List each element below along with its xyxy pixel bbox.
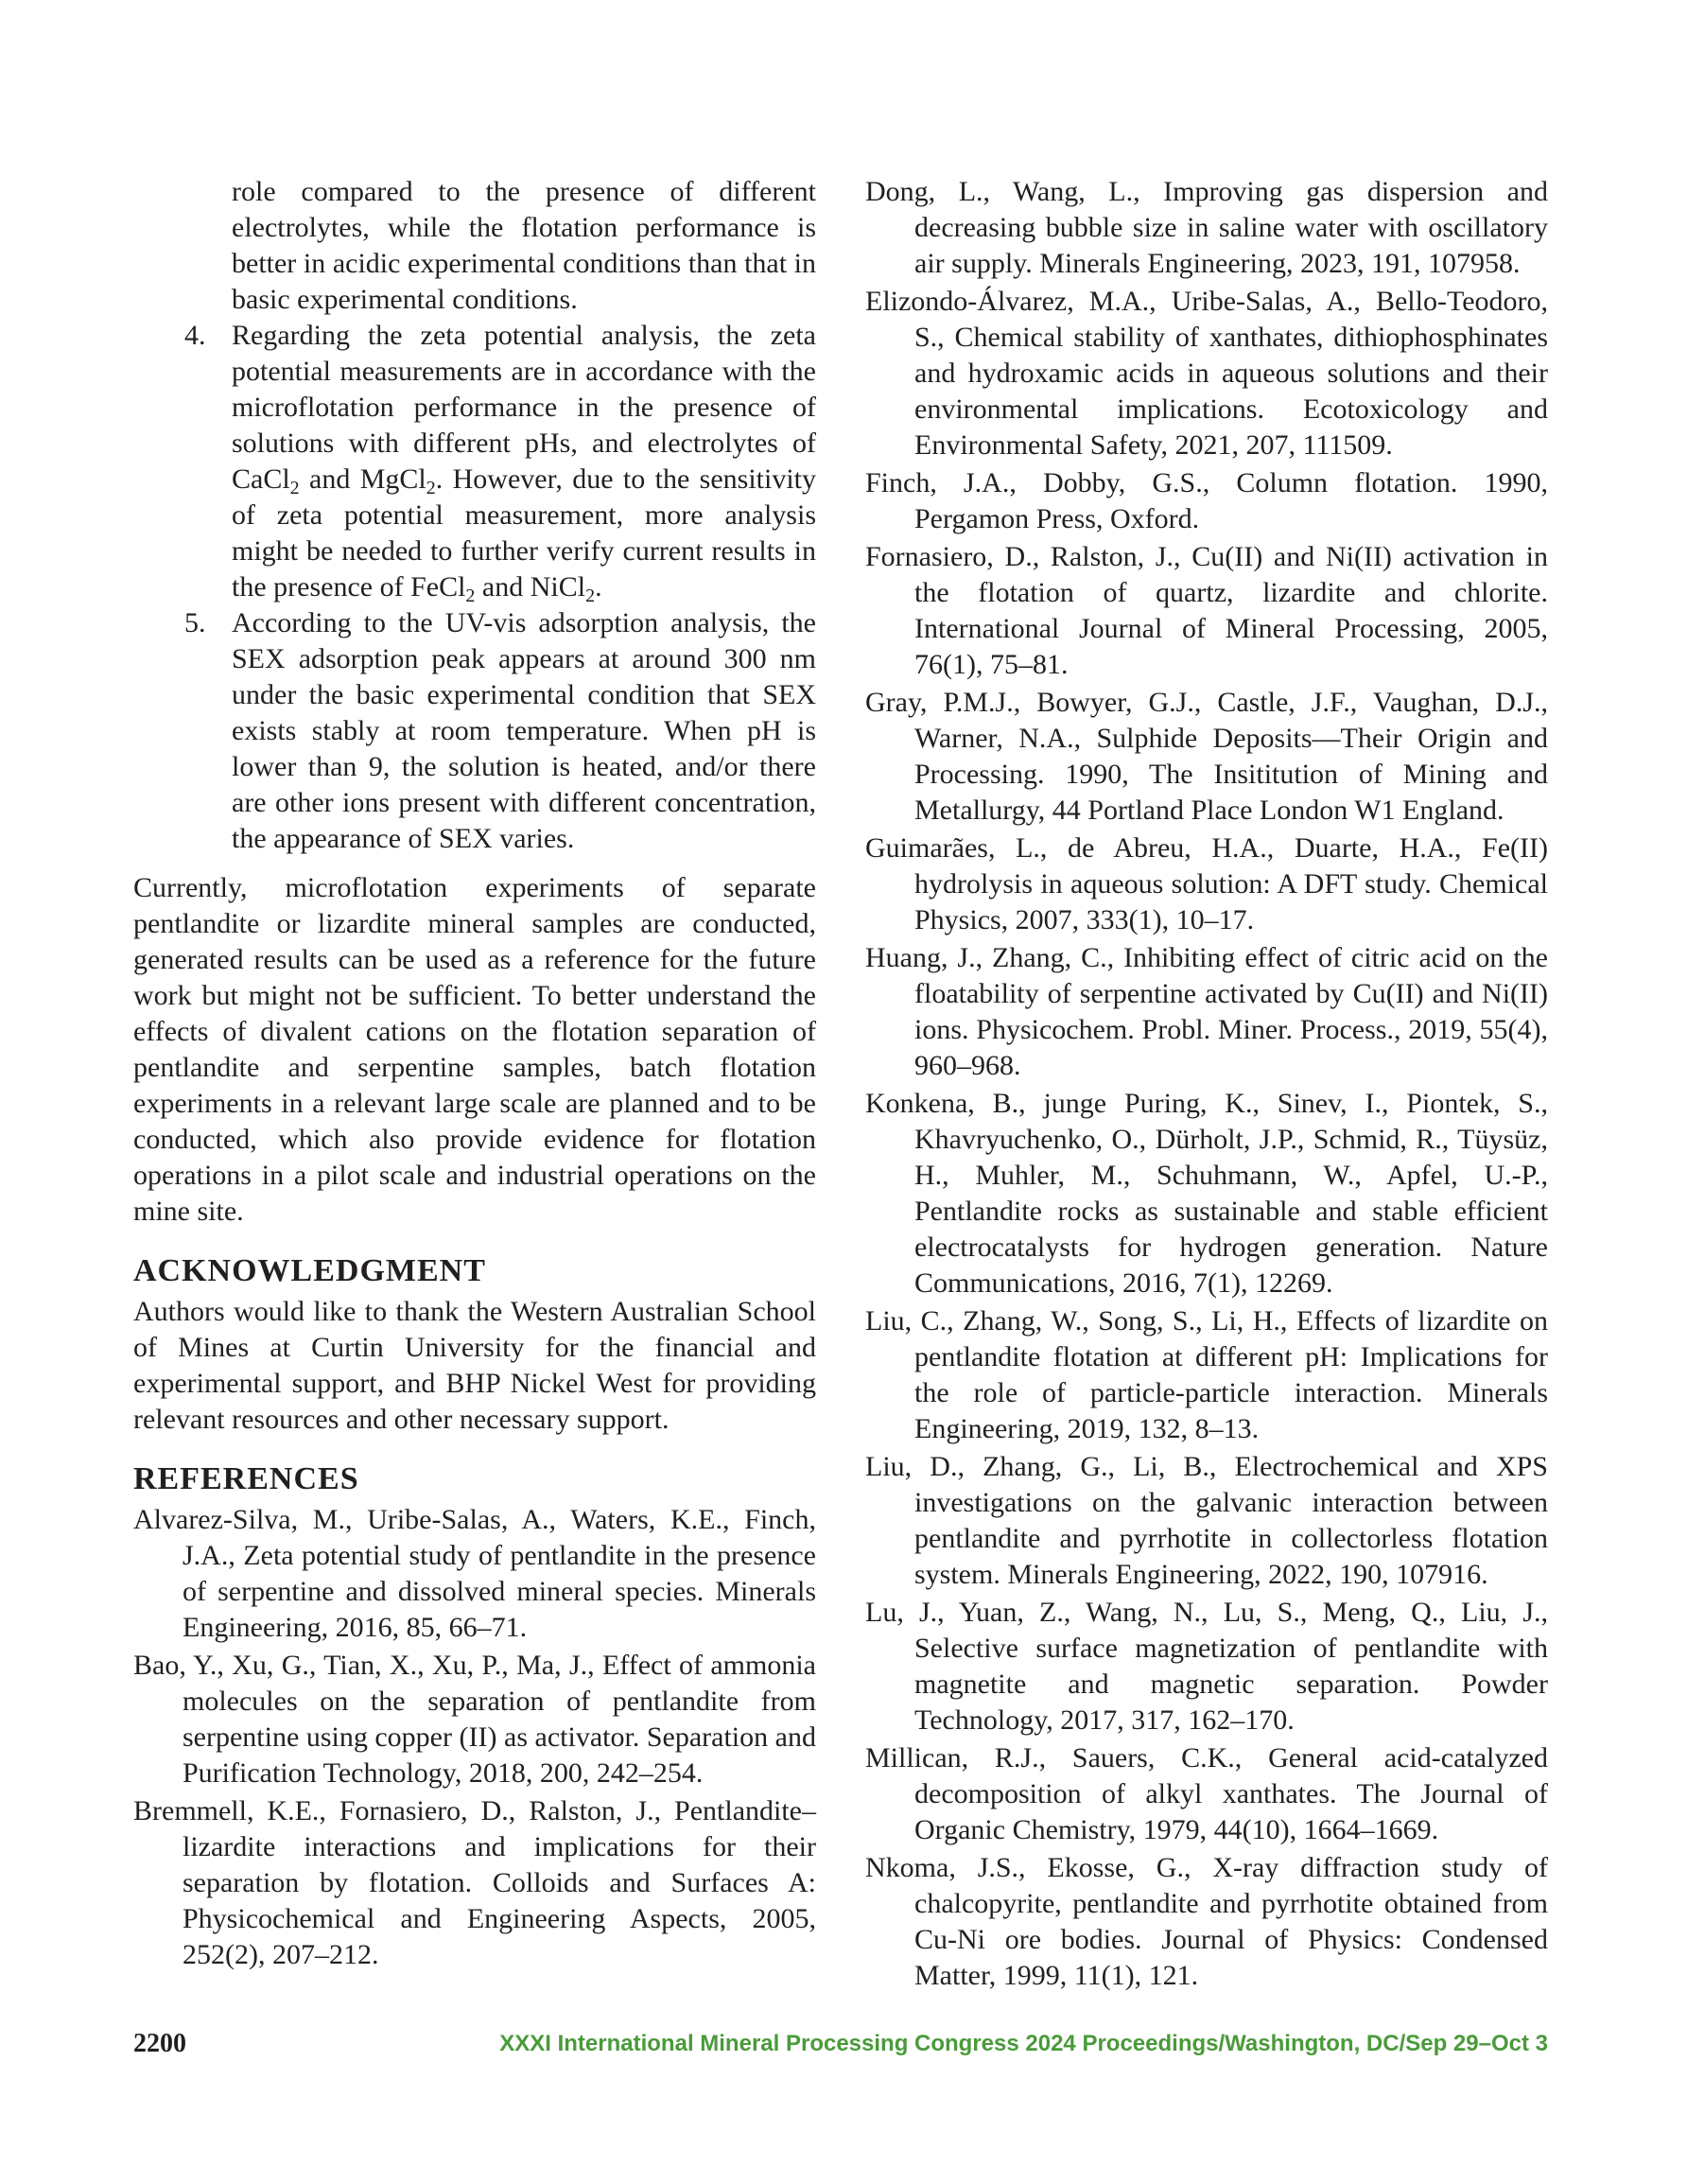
- reference-entry: Elizondo-Álvarez, M.A., Uribe-Salas, A., Bello-Teodoro, S., Chemical stability of xanthates, dithiophosphinates and hydroxamic acids in aqueous solutions and their environmental implications. Ecotoxicology and Environmental Safety, 2021, 207, 111509.: [865, 286, 1548, 461]
- reference-entry: Nkoma, J.S., Ekosse, G., X-ray diffraction study of chalcopyrite, pentlandite and pyrrhotite obtained from Cu-Ni ore bodies. Journal of Physics: Condensed Matter, 1999, 11(1), 121.: [865, 1852, 1548, 1991]
- reference-entry: Alvarez-Silva, M., Uribe-Salas, A., Waters, K.E., Finch, J.A., Zeta potential study of pentlandite in the presence of serpentine and dissolved mineral species. Minerals Engineering, 2016, 85, 66–71.: [133, 1504, 816, 1643]
- subscript: 2: [585, 585, 596, 606]
- acknowledgment-heading: ACKNOWLEDGMENT: [133, 1253, 486, 1288]
- list-item-number: 4.: [184, 320, 206, 351]
- left-column: [133, 174, 816, 1975]
- references-list-left: [133, 1502, 816, 1973]
- reference-entry: Dong, L., Wang, L., Improving gas dispersion and decreasing bubble size in saline water with oscillatory air supply. Minerals Engineering, 2023, 191, 107958.: [865, 176, 1548, 279]
- list-item-4: [133, 318, 816, 605]
- reference-entry: Fornasiero, D., Ralston, J., Cu(II) and Ni(II) activation in the flotation of quartz, lizardite and chlorite. International Journal of Mineral Processing, 2005, 76(1), 75–81.: [865, 541, 1548, 680]
- list-item-text: . However, due to the sensitivity of zeta potential measurement, more analysis might be needed to further verify current results in the presence of FeCl: [232, 463, 816, 603]
- list-item-5: [133, 605, 816, 857]
- list-item-text: and NiCl: [475, 571, 586, 603]
- reference-entry: Konkena, B., junge Puring, K., Sinev, I., Piontek, S., Khavryuchenko, O., Dürholt, J.P., Schmid, R., Tüysüz, H., Muhler, M., Schuhmann, W., Apfel, U.-P., Pentlandite rocks as sustainable and stable efficient electrocatalysts for hydrogen generation. Nature Communications, 2016, 7(1), 12269.: [865, 1088, 1548, 1299]
- conclusions-list: [133, 318, 816, 857]
- reference-entry: Finch, J.A., Dobby, G.S., Column flotation. 1990, Pergamon Press, Oxford.: [865, 467, 1548, 534]
- proceedings-footer: XXXI International Mineral Processing Congress 2024 Proceedings/Washington, DC/Sep 29–Oct 3: [499, 2031, 1548, 2056]
- list-item-continuation: role compared to the presence of different electrolytes, while the flotation performance is better in acidic experimental conditions than that in basic experimental conditions.: [232, 176, 816, 315]
- list-item-number: 5.: [184, 607, 206, 638]
- subscript: 2: [289, 478, 300, 498]
- list-item-text: .: [595, 571, 602, 603]
- references-heading: REFERENCES: [133, 1461, 359, 1496]
- list-item-text: According to the UV-vis adsorption analysis, the SEX adsorption peak appears at around 300 nm under the basic experimental condition that SEX exists stably at room temperature. When pH is lower than 9, the solution is heated, and/or there are other ions present with different concentration, the appearance of SEX varies.: [232, 607, 816, 854]
- reference-entry: Millican, R.J., Sauers, C.K., General acid-catalyzed decomposition of alkyl xanthates. The Journal of Organic Chemistry, 1979, 44(10), 1664–1669.: [865, 1742, 1548, 1845]
- list-item-text: and MgCl: [299, 463, 426, 495]
- reference-entry: Gray, P.M.J., Bowyer, G.J., Castle, J.F., Vaughan, D.J., Warner, N.A., Sulphide Deposits—Their Origin and Processing. 1990, The Insititution of Mining and Metallurgy, 44 Portland Place London W1 England.: [865, 687, 1548, 826]
- reference-entry: Bao, Y., Xu, G., Tian, X., Xu, P., Ma, J., Effect of ammonia molecules on the separation of pentlandite from serpentine using copper (II) as activator. Separation and Purification Technology, 2018, 200, 242–254.: [133, 1650, 816, 1789]
- right-column: [865, 174, 1548, 1996]
- reference-entry: Liu, C., Zhang, W., Song, S., Li, H., Effects of lizardite on pentlandite flotation at different pH: Implications for the role of particle-particle interaction. Minerals Engineering, 2019, 132, 8–13.: [865, 1305, 1548, 1444]
- reference-entry: Liu, D., Zhang, G., Li, B., Electrochemical and XPS investigations on the galvanic interaction between pentlandite and pyrrhotite in collectorless flotation system. Minerals Engineering, 2022, 190, 107916.: [865, 1451, 1548, 1590]
- acknowledgment-text: Authors would like to thank the Western Australian School of Mines at Curtin University for the financial and experimental support, and BHP Nickel West for providing relevant resources and other necessary support.: [133, 1296, 816, 1435]
- page-number: 2200: [133, 2029, 186, 2058]
- body-paragraph: Currently, microflotation experiments of separate pentlandite or lizardite mineral samples are conducted, generated results can be used as a reference for the future work but might not be sufficient. To better understand the effects of divalent cations on the flotation separation of pentlandite and serpentine samples, batch flotation experiments in a relevant large scale are planned and to be conducted, which also provide evidence for flotation operations in a pilot scale and industrial operations on the mine site.: [133, 872, 816, 1227]
- reference-entry: Guimarães, L., de Abreu, H.A., Duarte, H.A., Fe(II) hydrolysis in aqueous solution: A DFT study. Chemical Physics, 2007, 333(1), 10–17.: [865, 832, 1548, 935]
- subscript: 2: [465, 585, 476, 606]
- reference-entry: Lu, J., Yuan, Z., Wang, N., Lu, S., Meng, Q., Liu, J., Selective surface magnetization of pentlandite with magnetite and magnetic separation. Powder Technology, 2017, 317, 162–170.: [865, 1597, 1548, 1736]
- references-list-right: [865, 174, 1548, 1994]
- reference-entry: Bremmell, K.E., Fornasiero, D., Ralston, J., Pentlandite–lizardite interactions and implications for their separation by flotation. Colloids and Surfaces A: Physicochemical and Engineering Aspects, 2005, 252(2), 207–212.: [133, 1795, 816, 1970]
- list-item-text: Regarding the zeta potential analysis, the zeta potential measurements are in accordance with the microflotation performance in the presence of solutions with different pHs, and electrolytes of CaCl: [232, 320, 816, 495]
- subscript: 2: [426, 478, 436, 498]
- reference-entry: Huang, J., Zhang, C., Inhibiting effect of citric acid on the floatability of serpentine activated by Cu(II) and Ni(II) ions. Physicochem. Probl. Miner. Process., 2019, 55(4), 960–968.: [865, 942, 1548, 1081]
- page-footer: [133, 2026, 1548, 2064]
